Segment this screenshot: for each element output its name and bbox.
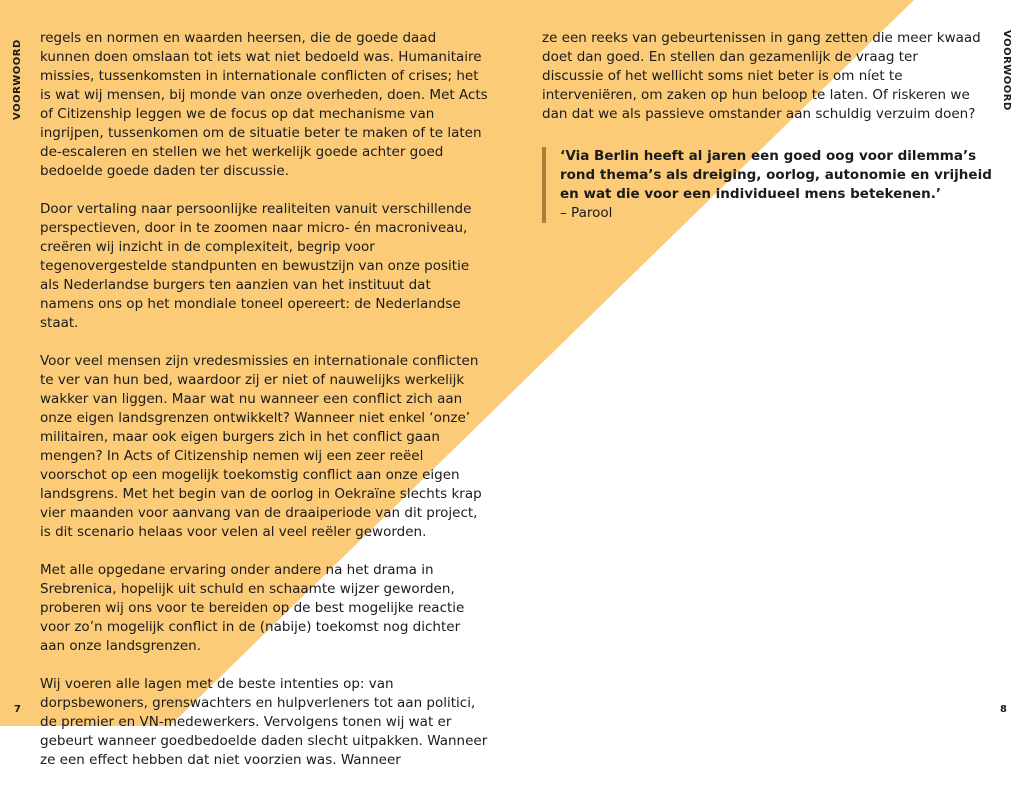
right-text-column <box>542 29 982 143</box>
left-text-column <box>40 29 488 789</box>
body-paragraph-1: regels en normen en waarden heersen, die de goede daad kunnen doen omslaan tot iets wat niet bedoeld was. Humanitaire missies, tussenkomsten in internationale conflicten of crises; het is wat wij mensen, bij monde van onze overheden, doen. Met Acts of Citizenship leggen we de focus op dat mechanisme van ingrijpen, tussenkomen om de situatie beter te maken of te laten de-escaleren en stellen we het werkelijk goede achter goed bedoelde goede daden ter discussie. <box>40 30 488 179</box>
body-paragraph-4: Met alle opgedane ervaring onder andere na het drama in Srebrenica, hopelijk uit schuld en schaamte wijzer geworden, proberen wij ons voor te bereiden op de best mogelijke reactie voor zo’n mogelijk conflict in de (nabije) toekomst nog dichter aan onze landsgrenzen. <box>40 562 465 654</box>
page-number-left: 7 <box>14 704 21 715</box>
pull-quote <box>542 147 1000 223</box>
body-paragraph-5: Wij voeren alle lagen met de beste intenties op: van dorpsbewoners, grenswachters en hulpverleners tot aan politici, de premier en VN-medewerkers. Vervolgens tonen wij wat er gebeurt wanneer goedbedoelde daden slecht uitpakken. Wanneer ze een effect hebben dat niet voorzien was. Wanneer <box>40 676 488 768</box>
running-head-right: VOORWOORD <box>1001 30 1012 111</box>
quote-text: ‘Via Berlin heeft al jaren een goed oog voor dilemma’s rond thema’s als dreiging, oorlog, autonomie en vrijheid en wat die voor een individueel mens betekenen.’ <box>560 148 992 202</box>
body-paragraph-continued: ze een reeks van gebeurtenissen in gang zetten die meer kwaad doet dan goed. En stellen dan gezamenlijk de vraag ter discussie of het wellicht soms niet beter is om níet te interveniëren, om zaken op hun beloop te laten. Of riskeren we dan dat we als passieve omstander aan schuldig verzuim doen? <box>542 30 981 122</box>
quote-source: – Parool <box>560 205 613 221</box>
running-head-left: VOORWOORD <box>12 39 23 120</box>
page-number-right: 8 <box>1000 704 1007 715</box>
body-paragraph-2: Door vertaling naar persoonlijke realiteiten vanuit verschillende perspectieven, door in te zoomen naar micro- én macroniveau, creëren wij inzicht in de complexiteit, begrip voor tegenovergestelde standpunten en bewustzijn van onze positie als Nederlandse burgers ten aanzien van het instituut dat namens ons op het mondiale toneel opereert: de Nederlandse staat. <box>40 201 472 331</box>
body-paragraph-3: Voor veel mensen zijn vredesmissies en internationale conflicten te ver van hun bed, waardoor zij er niet of nauwelijks werkelijk wakker van liggen. Maar wat nu wanneer een conflict zich aan onze eigen landsgrenzen ontwikkelt? Wanneer niet enkel ‘onze’ militairen, maar ook eigen burgers zich in het conflict gaan mengen? In Acts of Citizenship nemen wij een zeer reëel voorschot op een mogelijk toekomstig conflict aan onze eigen landsgrens. Met het begin van de oorlog in Oekraïne slechts krap vier maanden voor aanvang van de draaiperiode van dit project, is dit scenario helaas voor velen al veel reëler geworden. <box>40 353 482 540</box>
